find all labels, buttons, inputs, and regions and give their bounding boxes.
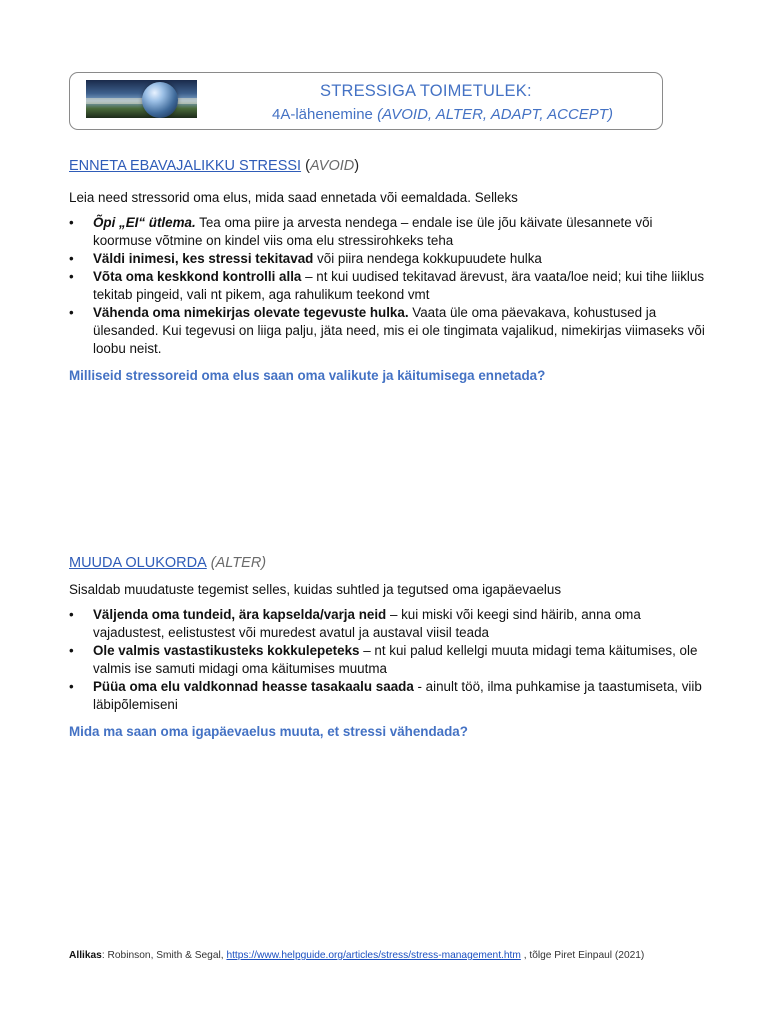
section-alter-intro: Sisaldab muudatuste tegemist selles, kuidas suhtled ja tegutsed oma igapäevaelus (69, 582, 562, 597)
heading-paren-open: ( (301, 158, 310, 174)
bullet-dot: • (69, 305, 74, 320)
header-box (69, 72, 663, 130)
list-item-text: Tea oma piire ja arvesta nendega – endale ise üle jõu käivate ülesannete või koormuse võtmine on kindel viis oma elu stressirohkeks teha (93, 215, 653, 248)
bullet-dot: • (69, 251, 74, 266)
list-item-bold: Õpi „EI“ ütlema. (93, 215, 196, 230)
list-item (69, 214, 709, 250)
bullet-dot: • (69, 643, 74, 658)
section-alter-heading (69, 555, 266, 571)
section-avoid-question: Milliseid stressoreid oma elus saan oma valikute ja käitumisega ennetada? (69, 368, 546, 383)
section-avoid-intro: Leia need stressorid oma elus, mida saad ennetada või eemaldada. Selleks (69, 190, 518, 205)
list-item (69, 642, 709, 678)
bullet-dot: • (69, 607, 74, 622)
heading-paren-close: ) (354, 158, 360, 174)
bullet-dot: • (69, 679, 74, 694)
page-subtitle (272, 106, 613, 123)
list-item-bold: Ole valmis vastastikusteks kokkulepeteks (93, 643, 360, 658)
section-alter-question: Mida ma saan oma igapäevaelus muuta, et stressi vähendada? (69, 724, 468, 739)
subtitle-plain: 4A-lähenemine (272, 106, 378, 123)
list-item-bold: Püüa oma elu valdkonnad heasse tasakaalu saada (93, 679, 414, 694)
list-item (69, 304, 709, 358)
section-alter-heading-link[interactable]: MUUDA OLUKORDA (69, 555, 207, 571)
list-item-text: – nt kui palud kellelgi muuta midagi tema käitumises, ole valmis ise samuti midagi oma käitumises muutma (93, 643, 698, 676)
list-item-text: - ainult töö, ilma puhkamise ja taastumiseta, viib läbipõlemiseni (93, 679, 702, 712)
bullet-dot: • (69, 269, 74, 284)
page-title: STRESSIGA TOIMETULEK: (320, 82, 532, 100)
footer-authors: : Robinson, Smith & Segal, (101, 950, 227, 961)
heading-paren: (ALTER) (206, 555, 267, 571)
list-item-text: – nt kui uudised tekitavad ärevust, ära vaata/loe neid; kui tihe liiklus tekitab pingeid, vali nt pikem, aga rahulikum teekond vmt (93, 269, 705, 302)
glass-sphere-image (142, 82, 178, 118)
list-item (69, 678, 709, 714)
heading-paren-word: AVOID (309, 158, 355, 174)
list-item-text: Vaata üle oma päevakava, kohustused ja ülesanded. Kui tegevusi on liiga palju, jäta need, mis ei ole tingimata vajalikud, nimekirjas viimaseks või loobu neist. (93, 305, 705, 356)
list-item-bold: Väljenda oma tundeid, ära kapselda/varja neid (93, 607, 387, 622)
section-avoid-list (69, 214, 709, 358)
footer-label: Allikas (69, 950, 102, 961)
list-item (69, 606, 709, 642)
section-alter-list (69, 606, 709, 714)
section-avoid-heading (69, 158, 359, 174)
subtitle-italic: (AVOID, ALTER, ADAPT, ACCEPT) (377, 106, 613, 123)
list-item-text: või piira nendega kokkupuudete hulka (313, 251, 542, 266)
list-item-bold: Võta oma keskkond kontrolli alla (93, 269, 302, 284)
section-avoid-heading-link[interactable]: ENNETA EBAVAJALIKKU STRESSI (69, 158, 302, 174)
source-link[interactable]: https://www.helpguide.org/articles/stress/stress-management.htm (226, 950, 521, 961)
list-item-text: – kui miski või keegi sind häirib, anna oma vajadustest, eelistustest või muredest avatul ja austaval viisil teada (93, 607, 641, 640)
header-image (86, 80, 197, 118)
list-item (69, 268, 709, 304)
bullet-dot: • (69, 215, 74, 230)
list-item-bold: Väldi inimesi, kes stressi tekitavad (93, 251, 314, 266)
list-item-bold: Vähenda oma nimekirjas olevate tegevuste hulka. (93, 305, 409, 320)
footer-translation: , tõlge Piret Einpaul (2021) (520, 950, 645, 961)
source-footer (69, 950, 644, 961)
list-item (69, 250, 709, 268)
